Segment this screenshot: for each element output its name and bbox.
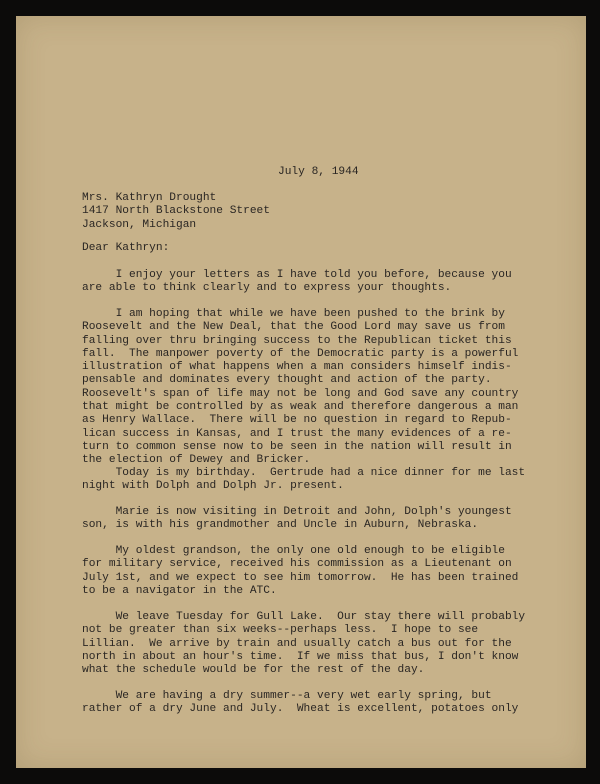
paragraph-line: Today is my birthday. Gertrude had a nice dinner for me last: [82, 467, 526, 479]
paragraph-line: rather of a dry June and July. Wheat is excellent, potatoes only: [82, 703, 519, 716]
paragraph-line: Lillian. We arrive by train and usually catch a bus out for the: [82, 637, 512, 650]
paragraph-line: pensable and dominates every thought and action of the party.: [82, 374, 492, 387]
recipient-city: Jackson, Michigan: [82, 218, 197, 231]
paragraph-line: Marie is now visiting in Detroit and John, Dolph's youngest: [82, 506, 512, 518]
paragraph-line: to be a navigator in the ATC.: [82, 584, 277, 597]
recipient-street: 1417 North Blackstone Street: [82, 205, 270, 218]
paragraph-line: We are having a dry summer--a very wet early spring, but: [82, 690, 492, 702]
letter-body: [16, 16, 586, 768]
paragraph-line: fall. The manpower poverty of the Democratic party is a powerful: [82, 347, 519, 360]
recipient-name: Mrs. Kathryn Drought: [82, 192, 217, 204]
paragraph-line: as Henry Wallace. There will be no question in regard to Repub-: [82, 414, 512, 427]
paragraph-line: turn to common sense now to be seen in the nation will result in: [82, 440, 512, 453]
paragraph-line: falling over thru bringing success to the Republican ticket this: [82, 334, 512, 347]
paragraph-line: not be greater than six weeks--perhaps less. I hope to see: [82, 624, 479, 637]
paragraph-line: for military service, received his commission as a Lieutenant on: [82, 558, 512, 571]
letter-page: [16, 16, 586, 768]
paragraph-7: [82, 690, 518, 717]
paragraph-5: [82, 545, 518, 598]
letter-date: July 8, 1944: [278, 166, 359, 178]
paragraph-line: the election of Dewey and Bricker.: [82, 454, 311, 467]
paragraph-6: [82, 611, 525, 677]
paragraph-line: July 1st, and we expect to see him tomorrow. He has been trained: [82, 571, 519, 584]
paragraph-line: what the schedule would be for the rest of the day.: [82, 664, 425, 677]
paragraph-1: [82, 269, 512, 296]
paragraph-line: I am hoping that while we have been pushed to the brink by: [82, 308, 505, 320]
paragraph-line: Roosevelt and the New Deal, that the Good Lord may save us from: [82, 321, 505, 334]
paragraph-line: north in about an hour's time. If we miss that bus, I don't know: [82, 650, 519, 663]
paragraph-line: illustration of what happens when a man considers himself indis-: [82, 361, 512, 374]
paragraph-2: [82, 308, 518, 468]
paragraph-line: night with Dolph and Dolph Jr. present.: [82, 480, 344, 493]
paragraph-line: lican success in Kansas, and I trust the many evidences of a re-: [82, 427, 512, 440]
salutation: Dear Kathryn:: [82, 242, 170, 254]
paragraph-line: son, is with his grandmother and Uncle in Auburn, Nebraska.: [82, 519, 479, 532]
paragraph-line: My oldest grandson, the only one old enough to be eligible: [82, 545, 505, 557]
paragraph-line: I enjoy your letters as I have told you before, because you: [82, 269, 512, 281]
recipient-address: [82, 192, 270, 232]
paragraph-3: [82, 467, 525, 494]
paragraph-line: We leave Tuesday for Gull Lake. Our stay there will probably: [82, 611, 526, 623]
paragraph-line: that might be controlled by as weak and therefore dangerous a man: [82, 401, 519, 414]
paragraph-4: [82, 506, 512, 533]
paragraph-line: are able to think clearly and to express your thoughts.: [82, 282, 452, 295]
paragraph-line: Roosevelt's span of life may not be long and God save any country: [82, 387, 519, 400]
